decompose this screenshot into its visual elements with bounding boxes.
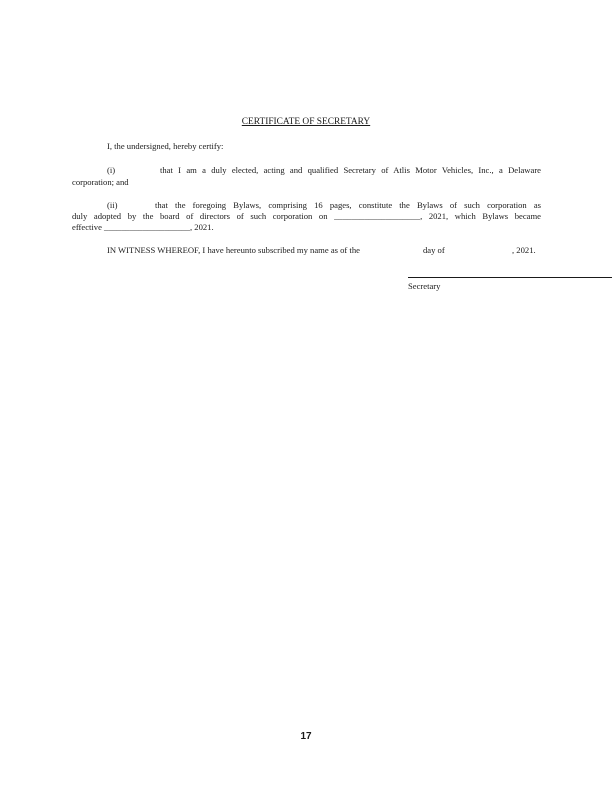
witness-day-of: day of	[423, 245, 445, 255]
clause-i-text-line-2: corporation; and	[72, 177, 129, 187]
signature-label: Secretary	[408, 281, 441, 291]
intro-text: I, the undersigned, hereby certify:	[107, 141, 224, 151]
document-title: CERTIFICATE OF SECRETARY	[241, 117, 371, 127]
clause-i-text-line-1: that I am a duly elected, acting and qualified Secretary of Atlis Motor Vehicles, Inc., a Delaware	[160, 165, 541, 175]
clause-ii-text-line-2: duly adopted by the board of directors of such corporation on ____________________, 2021, which Bylaws became	[72, 211, 541, 221]
page-number: 17	[300, 731, 312, 742]
signature-line	[408, 277, 612, 278]
clause-ii-text-line-1: that the foregoing Bylaws, comprising 16 pages, constitute the Bylaws of such corporation as	[155, 200, 541, 210]
witness-text: IN WITNESS WHEREOF, I have hereunto subscribed my name as of the	[107, 245, 360, 255]
clause-ii-text-line-3: effective ____________________, 2021.	[72, 222, 214, 232]
witness-year: , 2021.	[512, 245, 536, 255]
clause-ii-marker: (ii)	[107, 200, 118, 210]
clause-i-marker: (i)	[107, 165, 116, 175]
